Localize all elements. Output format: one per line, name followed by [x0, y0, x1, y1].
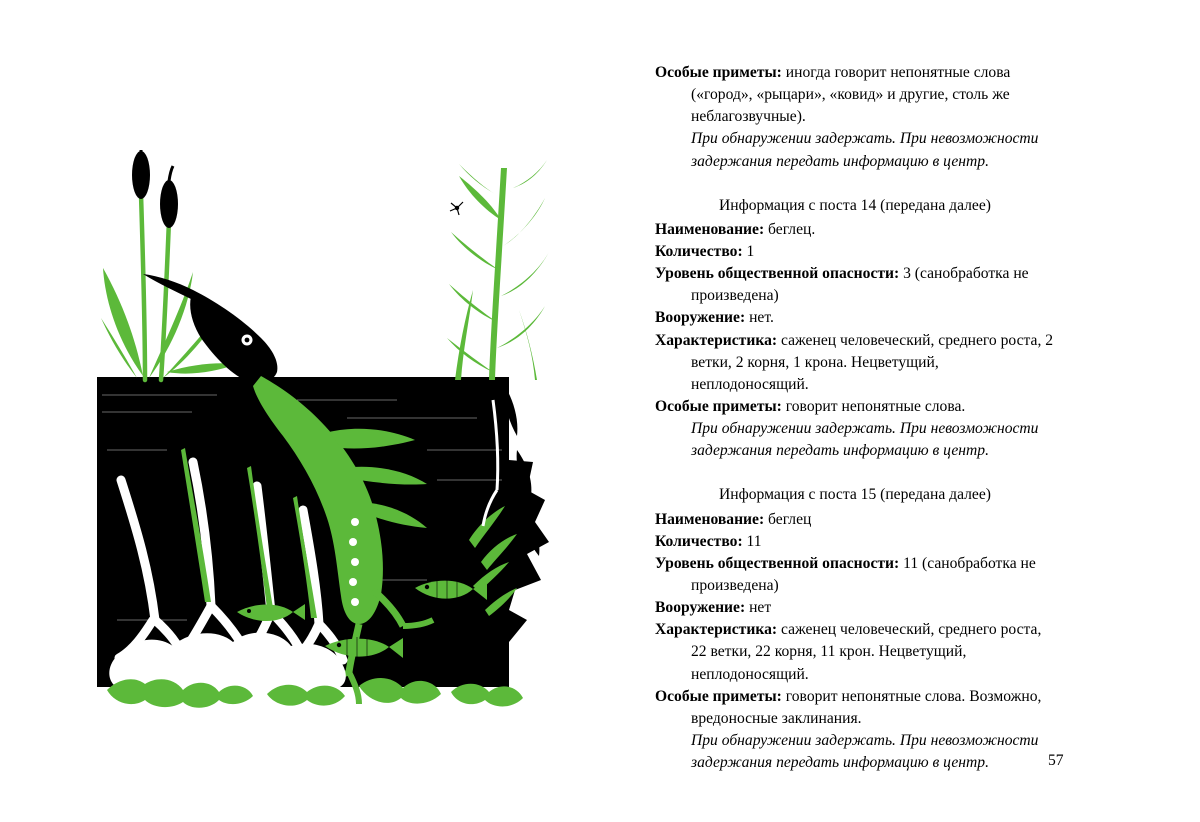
field-label: Уровень общественной опасности:	[655, 554, 900, 572]
field-label: Вооружение:	[655, 309, 746, 327]
instruction-paragraph	[655, 128, 1055, 172]
field-paragraph	[655, 396, 1055, 418]
field-label: Количество:	[655, 532, 743, 550]
field-value: беглец.	[764, 220, 816, 238]
instruction-paragraph	[655, 418, 1055, 462]
tall-grass-right	[447, 160, 549, 380]
field-paragraph	[655, 263, 1055, 307]
field-paragraph	[655, 531, 1055, 553]
field-label: Уровень общественной опасности:	[655, 265, 900, 283]
field-paragraph	[655, 686, 1055, 730]
field-value: 11	[742, 532, 762, 550]
paragraph-spacer	[655, 462, 1055, 484]
section-title: Информация с поста 14 (передана далее)	[719, 196, 991, 214]
field-label: Особые приметы:	[655, 397, 782, 415]
field-paragraph	[655, 509, 1055, 531]
field-value: саженец человеческий, среднего роста, 22 ветки, 22 корня, 11 крон. Нецветущий, неплодоносящий.	[691, 621, 1042, 683]
field-label: Особые приметы:	[655, 687, 782, 705]
field-paragraph	[655, 219, 1055, 241]
section-title: Информация с поста 15 (передана далее)	[719, 486, 991, 504]
instruction-paragraph	[655, 730, 1055, 774]
field-label: Характеристика:	[655, 621, 778, 639]
paragraph-spacer	[655, 173, 1055, 195]
field-label: Количество:	[655, 242, 743, 260]
field-paragraph	[655, 553, 1055, 597]
field-value: При обнаружении задержать. При невозможности задержания передать информацию в центр.	[691, 731, 1039, 772]
field-value: При обнаружении задержать. При невозможности задержания передать информацию в центр.	[691, 130, 1039, 170]
field-label: Особые приметы:	[655, 64, 782, 81]
field-value: беглец	[764, 510, 812, 528]
field-label: Характеристика:	[655, 331, 778, 349]
field-value: нет	[745, 599, 772, 617]
field-value: нет.	[745, 309, 774, 327]
body-text-column	[655, 62, 1055, 774]
field-paragraph	[655, 619, 1055, 685]
field-value: говорит непонятные слова. Возможно, вредоносные заклинания.	[691, 687, 1042, 727]
illustration-pond-scene	[97, 150, 555, 730]
field-value: 3 (санобработка не произведена)	[691, 265, 1029, 305]
field-paragraph	[655, 241, 1055, 263]
field-paragraph	[655, 330, 1055, 396]
field-paragraph	[655, 62, 1055, 128]
field-value: 11 (санобработка не произведена)	[691, 554, 1036, 594]
field-paragraph	[655, 597, 1055, 619]
field-value: иногда говорит непонятные слова («город», «рыцари», «ковид» и другие, столь же неблагозвучные).	[691, 64, 1011, 126]
field-value: саженец человеческий, среднего роста, 2 ветки, 2 корня, 1 крона. Нецветущий, неплодоносящий.	[691, 331, 1054, 393]
field-paragraph	[655, 307, 1055, 329]
field-label: Вооружение:	[655, 599, 746, 617]
field-label: Наименование:	[655, 220, 765, 238]
pond-scene-svg	[97, 150, 555, 730]
field-label: Наименование:	[655, 510, 765, 528]
insect-icon	[450, 202, 463, 215]
page-number: 57	[1048, 752, 1064, 769]
field-value: говорит непонятные слова.	[781, 397, 966, 415]
field-value: При обнаружении задержать. При невозможности задержания передать информацию в центр.	[691, 420, 1039, 460]
field-value: 1	[742, 242, 755, 260]
